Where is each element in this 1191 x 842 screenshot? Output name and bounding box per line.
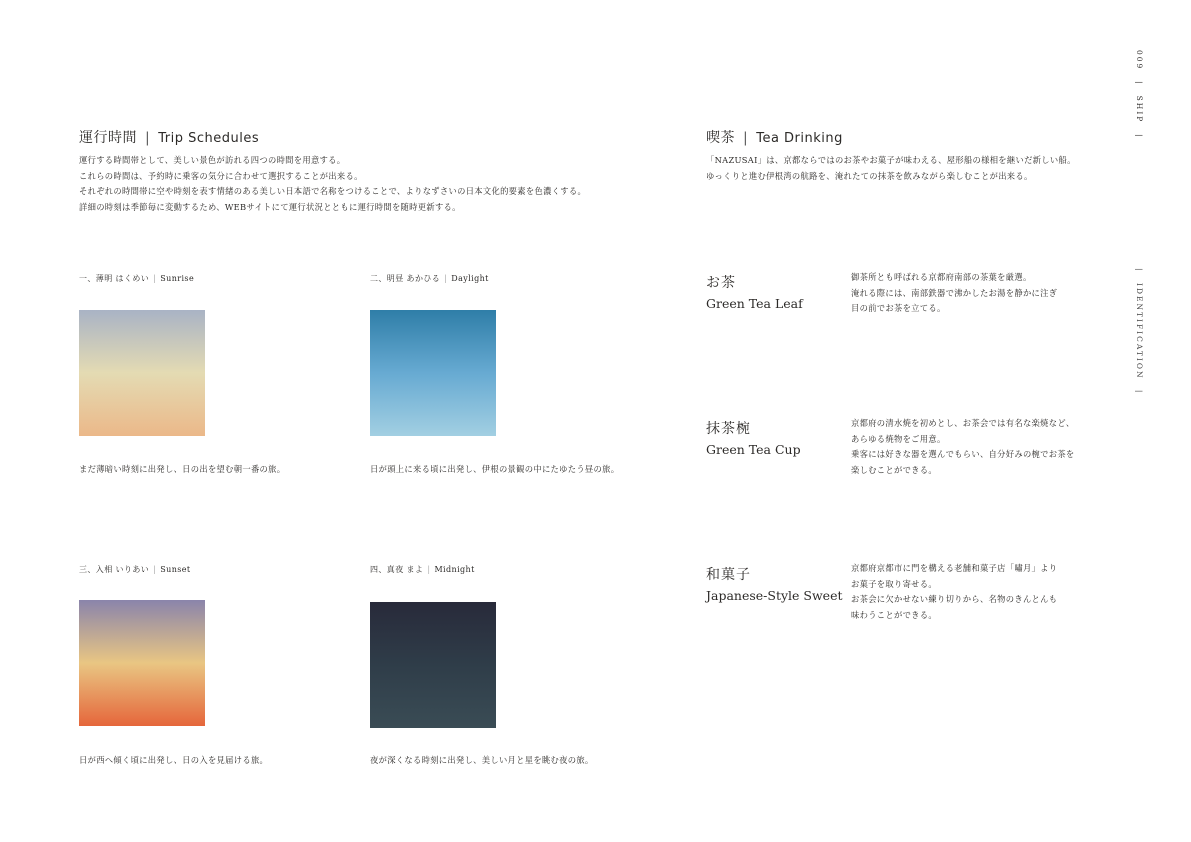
page-number: 009: [1135, 50, 1144, 71]
schedule-label-midnight: [370, 564, 475, 575]
schedule-label-en: Daylight: [451, 274, 489, 283]
schedule-label-sunrise: [79, 273, 194, 284]
side-divider: |: [1135, 80, 1144, 86]
side-divider: |: [1135, 268, 1144, 273]
tea-item-en: Green Tea Cup: [706, 442, 801, 457]
schedule-label-en: Sunrise: [160, 274, 195, 283]
schedule-label-jp: 三、入相 いりあい: [79, 565, 150, 574]
tea-desc-line: 楽しむことができる。: [851, 464, 937, 475]
title-separator: |: [145, 130, 151, 146]
tea-desc-line: 乗客には好きな器を選んでもらい、自分好みの椀でお茶を: [851, 449, 1075, 459]
tea-desc-line: あらゆる焼物をご用意。: [851, 433, 946, 444]
schedule-label-sunset: [79, 564, 191, 575]
tea-intro-line: ゆっくりと進む伊根湾の航路を、淹れたての抹茶を飲みながら楽しむことが出来る。: [706, 170, 1033, 181]
schedule-desc-sunrise: まだ薄暗い時刻に出発し、日の出を望む朝一番の旅。: [79, 464, 286, 474]
tea-desc-line: 京都府の清水焼を初めとし、お茶会では有名な楽焼など、: [851, 418, 1075, 428]
tea-item-green-tea-leaf: [706, 272, 803, 311]
side-divider: |: [1135, 389, 1144, 395]
schedule-desc-sunset: 日が西へ傾く頃に出発し、日の入を見届ける旅。: [79, 755, 269, 765]
tea-item-desc: [851, 270, 1057, 317]
trip-intro: [79, 153, 586, 215]
sunset-color-swatch: [79, 600, 205, 726]
label-separator: |: [427, 565, 431, 574]
tea-intro: [706, 153, 1076, 184]
trip-title-jp: 運行時間: [79, 130, 137, 146]
tea-item-jp: 抹茶椀: [706, 421, 751, 437]
side-divider: |: [1135, 133, 1144, 139]
midnight-color-swatch: [370, 602, 496, 728]
trip-intro-line: 詳細の時刻は季節毎に変動するため、WEBサイトにて運行状況とともに運行時間を随時更新する。: [79, 201, 461, 212]
trip-intro-line: これらの時間は、予約時に乗客の気分に合わせて選択することが出来る。: [79, 170, 363, 181]
tea-item-desc: [851, 416, 1075, 478]
label-separator: |: [153, 274, 157, 283]
schedule-label-en: Sunset: [160, 565, 191, 574]
tea-desc-line: 味わうことができる。: [851, 609, 937, 620]
tea-item-en: Green Tea Leaf: [706, 296, 803, 311]
tea-item-en: Japanese-Style Sweet: [706, 588, 843, 603]
tea-desc-line: 目の前でお茶を立てる。: [851, 303, 946, 313]
tea-item-green-tea-cup: [706, 418, 801, 457]
section-name: SHIP: [1135, 95, 1144, 124]
schedule-label-jp: 二、明昼 あかひる: [370, 274, 441, 283]
tea-drinking-heading: [706, 127, 843, 147]
tea-desc-line: 京都府京都市に門を構える老舗和菓子店「嘯月」より: [851, 563, 1058, 573]
tea-item-jp: 和菓子: [706, 567, 751, 583]
trip-schedules-heading: [79, 127, 259, 147]
schedule-label-jp: 四、真夜 まよ: [370, 565, 424, 574]
side-index-chapter: [1135, 268, 1144, 394]
tea-desc-line: お茶会に欠かせない練り切りから、名物のきんとんも: [851, 594, 1058, 604]
tea-item-desc: [851, 561, 1057, 623]
schedule-label-en: Midnight: [434, 565, 475, 574]
schedule-desc-daylight: 日が頭上に来る頃に出発し、伊根の景観の中にたゆたう昼の旅。: [370, 464, 620, 474]
label-separator: |: [153, 565, 157, 574]
daylight-color-swatch: [370, 310, 496, 436]
trip-intro-line: 運行する時間帯として、美しい景色が訪れる四つの時間を用意する。: [79, 155, 346, 165]
tea-desc-line: お菓子を取り寄せる。: [851, 578, 937, 589]
tea-desc-line: 御茶所とも呼ばれる京都府南部の茶葉を厳選。: [851, 272, 1032, 282]
label-separator: |: [444, 274, 448, 283]
tea-title-jp: 喫茶: [706, 130, 735, 146]
tea-title-en: Tea Drinking: [756, 131, 843, 146]
chapter-name: IDENTIFICATION: [1135, 282, 1144, 380]
trip-title-en: Trip Schedules: [158, 131, 260, 146]
side-index-top: [1135, 50, 1144, 144]
schedule-label-daylight: [370, 273, 489, 284]
tea-item-jp: お茶: [706, 275, 736, 291]
schedule-desc-midnight: 夜が深くなる時刻に出発し、美しい月と星を眺む夜の旅。: [370, 755, 594, 765]
tea-intro-line: 「NAZUSAI」は、京都ならではのお茶やお菓子が味わえる、屋形船の様相を継いだ新しい船。: [706, 155, 1076, 165]
title-separator: |: [743, 130, 749, 146]
tea-item-japanese-sweet: [706, 564, 843, 603]
trip-intro-line: それぞれの時間帯に空や時刻を表す情緒のある美しい日本語で名称をつけることで、よりなずさいの日本文化的要素を色濃くする。: [79, 186, 587, 196]
sunrise-color-swatch: [79, 310, 205, 436]
schedule-label-jp: 一、薄明 はくめい: [79, 274, 150, 283]
tea-desc-line: 淹れる際には、南部鉄器で沸かしたお湯を静かに注ぎ: [851, 287, 1058, 298]
